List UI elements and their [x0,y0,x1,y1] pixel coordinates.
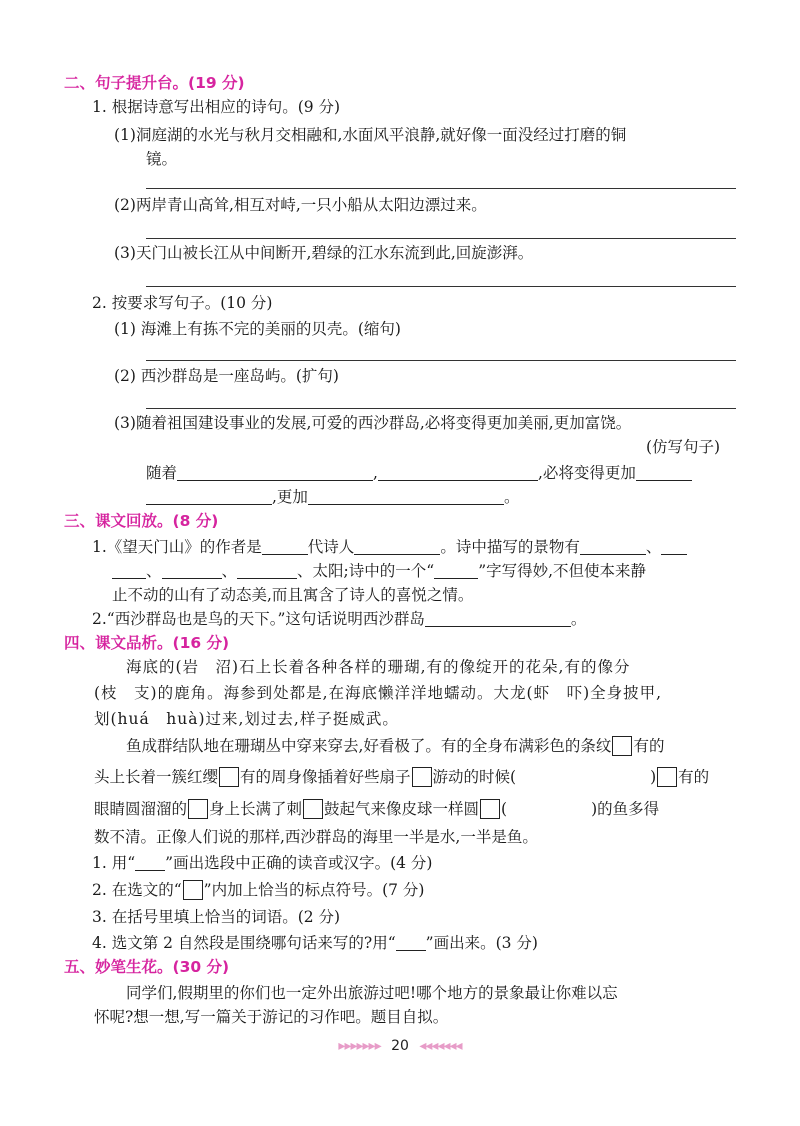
q1-item2: (2)两岸青山高耸,相互对峙,一只小船从太阳边漂过来。 [114,196,487,214]
passage-text: 身上长满了刺 [209,800,303,818]
fill-blank[interactable] [177,464,373,481]
q2-item3: (3)随着祖国建设事业的发展,可爱的西沙群岛,必将变得更加美丽,更加富饶。 [114,414,632,432]
section-4-heading: 四、课文品析。(16 分) [64,634,230,652]
punctuation-box[interactable] [303,799,323,819]
s3-q1-line1 [92,536,687,558]
fill-blank[interactable] [308,488,504,505]
task-text: ”画出来。(3 分) [425,934,538,952]
fill-blank[interactable] [354,538,440,555]
passage-text: 鼓起气来像皮球一样圆 [324,800,480,818]
underline-sample [396,934,426,951]
answer-line[interactable] [146,360,736,361]
answer-line[interactable] [146,188,736,189]
punctuation-box[interactable] [657,767,677,787]
q1-item1-line1: (1)洞庭湖的水光与秋月交相融和,水面风平浪静,就好像一面没经过打磨的铜 [114,126,627,144]
passage-p1-line1: 海底的(岩 沼)石上长着各种各样的珊瑚,有的像绽开的花朵,有的像分 [126,658,631,676]
box-sample [183,880,203,900]
q-text: ”字写得妙,不但使本来静 [478,562,647,580]
q2-title: 2. 按要求写句子。(10 分) [92,294,273,312]
answer-line[interactable] [146,238,736,239]
underline-sample [135,854,165,871]
passage-text: 头上长着一簇红缨 [94,768,219,786]
passage-text: 有的 [678,768,710,786]
q1-item1-line2: 镜。 [146,150,178,168]
section-2-heading: 二、句子提升台。(19 分) [64,74,245,92]
fill-text: , [373,464,378,482]
right-arrows-icon: ◂◂◂◂◂◂◂ [419,1038,462,1054]
passage-text: 游动的时候( [432,768,517,786]
q-text: 、太阳;诗中的一个“ [297,562,435,580]
writing-prompt-line1: 同学们,假期里的你们也一定外出旅游过吧!哪个地方的景象最让你难以忘 [126,984,618,1002]
s4-task3: 3. 在括号里填上恰当的词语。(2 分) [92,908,341,926]
section-5-heading: 五、妙笔生花。(30 分) [64,958,230,976]
fill-blank[interactable] [112,562,146,579]
q-text: 、 [221,562,238,580]
s3-q2 [92,608,586,630]
fill-text: ,更加 [272,488,308,506]
passage-p2-line2 [94,766,709,788]
passage-text: 鱼成群结队地在珊瑚丛中穿来穿去,好看极了。有的全身布满彩色的条纹 [126,737,612,755]
punctuation-box[interactable] [412,767,432,787]
writing-prompt-line2: 怀呢?想一想,写一篇关于游记的习作吧。题目自拟。 [94,1008,449,1026]
passage-text: )的鱼多得 [591,800,660,818]
fill-text: ,必将变得更加 [537,464,636,482]
fill-blank[interactable] [162,562,222,579]
answer-line[interactable] [146,408,736,409]
passage-text: ) [650,768,657,786]
passage-p1-line2: (枝 支)的鹿角。海参到处都是,在海底懒洋洋地蠕动。大龙(虾 吓)全身披甲, [94,684,663,702]
task-text: ”内加上恰当的标点符号。(7 分) [203,881,425,899]
s4-task4 [92,932,538,954]
fill-blank[interactable] [378,464,538,481]
q-text: 。诗中描写的景物有 [440,538,580,556]
passage-p2-line3 [94,798,659,820]
passage-text: 有的周身像插着好些扇子 [240,768,411,786]
imitation-line-1 [146,462,692,484]
answer-line[interactable] [146,286,736,287]
q1-title: 1. 根据诗意写出相应的诗句。(9 分) [92,98,341,116]
passage-p2-line1 [126,735,664,757]
passage-p2-line4: 数不清。正像人们说的那样,西沙群岛的海里一半是水,一半是鱼。 [94,828,538,846]
task-text: 1. 用“ [92,854,136,872]
fill-blank[interactable] [580,538,646,555]
q-text: 、 [146,562,162,580]
fill-blank[interactable] [434,562,478,579]
q2-item2: (2) 西沙群岛是一座岛屿。(扩句) [114,367,339,385]
q-text: 代诗人 [307,538,355,556]
imitation-line-2 [146,486,519,508]
q-text: 1.《望天门山》的作者是 [92,538,262,556]
s4-task2 [92,879,424,901]
q2-item3-note: (仿写句子) [646,438,721,456]
q-text: 、 [645,538,662,556]
task-text: 2. 在选文的“ [92,881,182,899]
passage-text: 有的 [633,737,665,755]
s3-q1-line2 [112,560,646,582]
q-text: 2.“西沙群岛也是鸟的天下。”这句话说明西沙群岛 [92,610,425,628]
passage-p1-line3: 划(huá huà)过来,划过去,样子挺威武。 [94,710,399,728]
punctuation-box[interactable] [480,799,500,819]
passage-text: 眼睛圆溜溜的 [94,800,188,818]
section-3-heading: 三、课文回放。(8 分) [64,512,219,530]
fill-blank[interactable] [262,538,308,555]
q1-item3: (3)天门山被长江从中间断开,碧绿的江水东流到此,回旋澎湃。 [114,244,534,262]
passage-text: ( [501,800,508,818]
task-text: ”画出选段中正确的读音或汉字。(4 分) [165,854,433,872]
fill-blank[interactable] [146,488,272,505]
page-number: 20 [391,1038,409,1054]
left-arrows-icon: ▸▸▸▸▸▸▸ [338,1038,381,1054]
fill-blank[interactable] [425,610,571,627]
page-footer [0,1036,800,1056]
fill-blank[interactable] [237,562,297,579]
punctuation-box[interactable] [612,736,632,756]
s4-task1 [92,852,432,874]
q2-item1: (1) 海滩上有拣不完的美丽的贝壳。(缩句) [114,320,401,338]
fill-blank[interactable] [636,464,692,481]
fill-text: 随着 [146,464,178,482]
task-text: 4. 选文第 2 自然段是围绕哪句话来写的?用“ [92,934,396,952]
punctuation-box[interactable] [219,767,239,787]
fill-text: 。 [503,488,520,506]
punctuation-box[interactable] [188,799,208,819]
q-text: 。 [570,610,587,628]
fill-blank[interactable] [661,538,687,555]
s3-q1-line3: 止不动的山有了动态美,而且寓含了诗人的喜悦之情。 [112,586,474,604]
